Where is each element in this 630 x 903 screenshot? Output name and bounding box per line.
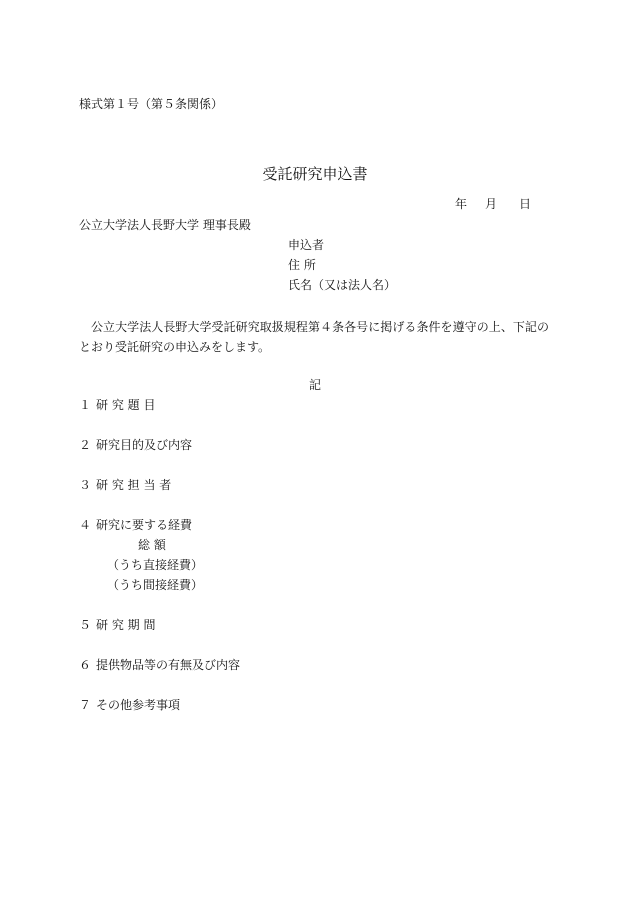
item-label: 研究に要する経費 (96, 518, 193, 532)
applicant-name-label: 氏名（又は法人名） (288, 278, 397, 292)
item-number: ４ (79, 518, 92, 532)
item-label: 研究目的及び内容 (96, 438, 193, 452)
item-research-expenses (79, 517, 192, 533)
document-title: 受託研究申込書 (262, 165, 368, 183)
expense-total-label: 総 額 (138, 538, 166, 552)
item-provided-goods (79, 657, 240, 673)
expense-indirect-label: （うち間接経費） (107, 578, 204, 592)
body-paragraph: 公立大学法人長野大学受託研究取扱規程第４条各号に掲げる条件を遵守の上、下記のとおり受託研究の申込みをします。 (79, 320, 549, 354)
item-research-period (79, 617, 155, 633)
item-research-title (79, 397, 155, 413)
item-label: 研 究 題 目 (96, 398, 156, 412)
form-number: 様式第１号（第５条関係） (79, 97, 224, 111)
item-number: ５ (79, 618, 92, 632)
item-researcher (79, 477, 171, 493)
addressee: 公立大学法人長野大学 理事長殿 (79, 218, 251, 232)
applicant-label: 申込者 (288, 238, 325, 252)
item-research-purpose (79, 437, 192, 453)
item-number: ３ (79, 478, 92, 492)
expense-direct-label: （うち直接経費） (107, 558, 204, 572)
item-number: ６ (79, 658, 92, 672)
applicant-address-label: 住 所 (288, 258, 316, 272)
item-label: 研 究 期 間 (96, 618, 156, 632)
ki-heading: 記 (308, 378, 321, 392)
item-label: その他参考事項 (96, 698, 181, 712)
item-number: ７ (79, 698, 92, 712)
item-number: １ (79, 398, 92, 412)
item-label: 提供物品等の有無及び内容 (96, 658, 241, 672)
date-month-label: 月 (485, 197, 498, 211)
date-line (455, 196, 531, 212)
date-year-label: 年 (455, 197, 468, 211)
date-day-label: 日 (519, 197, 532, 211)
item-label: 研 究 担 当 者 (96, 478, 172, 492)
item-number: ２ (79, 438, 92, 452)
item-other-notes (79, 697, 180, 713)
